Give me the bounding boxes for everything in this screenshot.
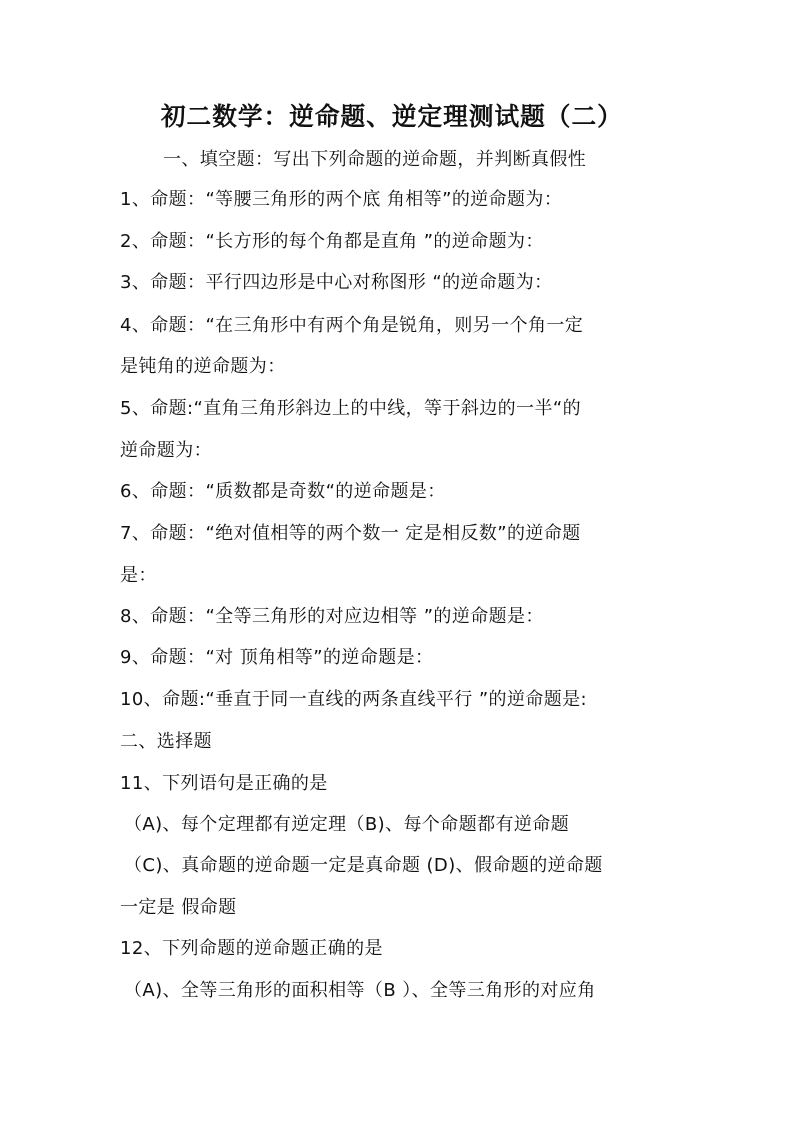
section-heading-fill-blank: 一、填空题：写出下列命题的逆命题，并判断真假性 [163,149,587,170]
question-11-options-line-1: （A)、每个定理都有逆定理（B)、每个命题都有逆命题 [124,814,570,835]
question-5-line-2: 逆命题为： [120,440,212,461]
section-heading-multiple-choice: 二、选择题 [120,731,212,752]
question-2: 2、命题：“长方形的每个角都是直角 ”的逆命题为： [120,231,544,252]
question-7-line-1: 7、命题：“绝对值相等的两个数一 定是相反数”的逆命题 [120,523,581,544]
question-8: 8、命题：“全等三角形的对应边相等 ”的逆命题是： [120,606,544,627]
question-10: 10、命题:“垂直于同一直线的两条直线平行 ”的逆命题是: [120,689,588,710]
question-6: 6、命题：“质数都是奇数“的逆命题是： [120,481,446,502]
question-3: 3、命题：平行四边形是中心对称图形 “的逆命题为： [120,272,553,293]
question-9: 9、命题：“对 顶角相等”的逆命题是： [120,647,434,668]
question-4-line-1: 4、命题：“在三角形中有两个角是锐角，则另一个角一定 [120,315,584,336]
question-11: 11、下列语句是正确的是 [120,773,328,794]
page-title: 初二数学：逆命题、逆定理测试题（二） [160,102,623,131]
question-7-line-2: 是： [120,565,157,586]
question-11-options-line-2: （C)、真命题的逆命题一定是真命题 (D)、假命题的逆命题 [124,855,603,876]
question-12-options-line-1: （A)、全等三角形的面积相等（B ）、全等三角形的对应角 [124,980,596,1001]
question-1: 1、命题：“等腰三角形的两个底 角相等”的逆命题为： [120,189,563,210]
question-4-line-2: 是钝角的逆命题为： [120,356,286,377]
question-5-line-1: 5、命题:“直角三角形斜边上的中线，等于斜边的一半“的 [120,398,581,419]
question-12: 12、下列命题的逆命题正确的是 [120,938,383,959]
question-11-options-line-3: 一定是 假命题 [120,897,237,918]
